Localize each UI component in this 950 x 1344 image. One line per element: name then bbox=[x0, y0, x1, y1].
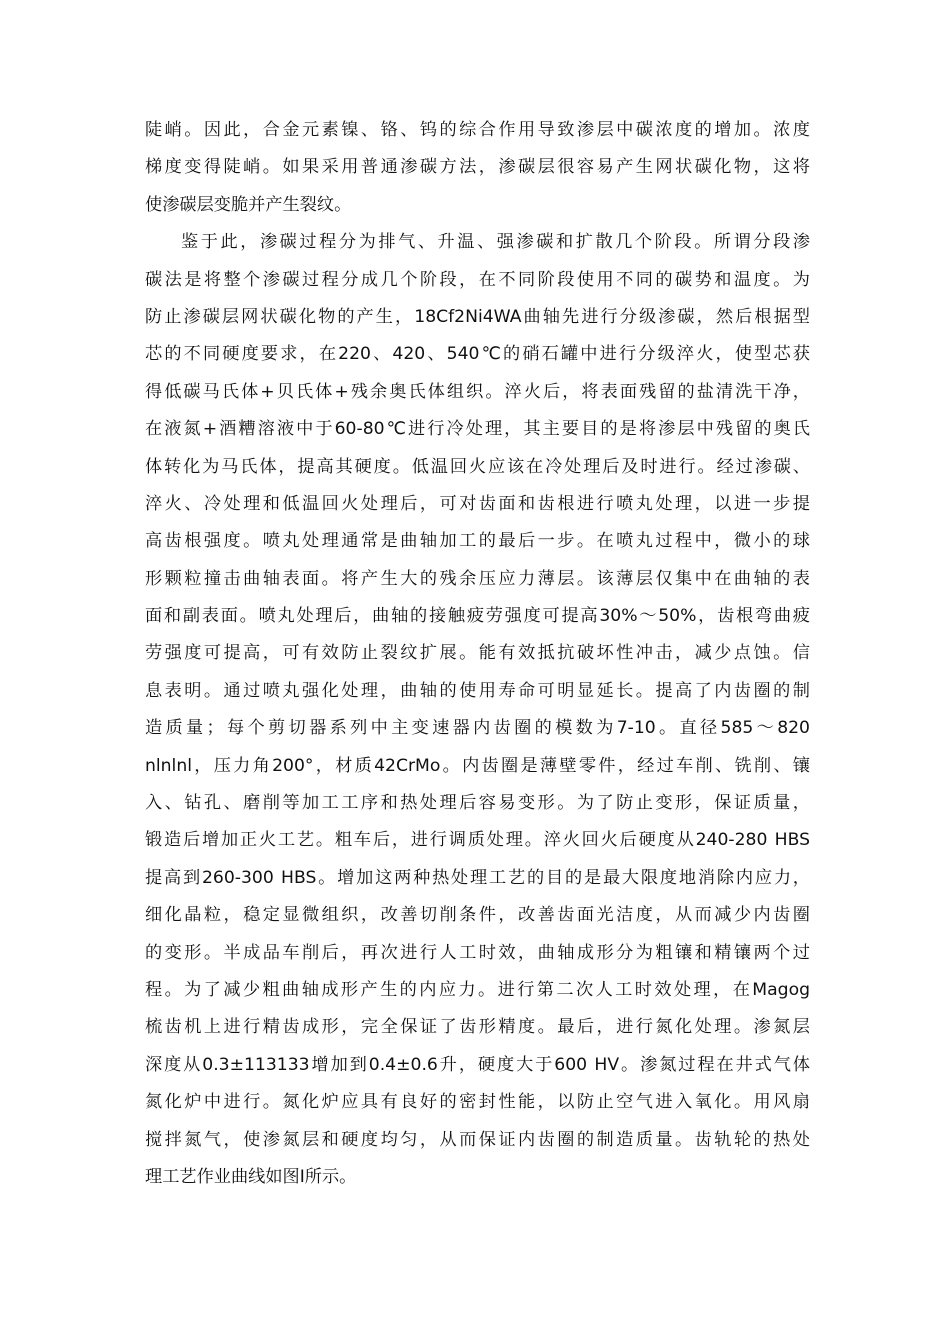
text-line: 高齿根强度。喷丸处理通常是曲轴加工的最后一步。在喷丸过程中，微小的球 bbox=[145, 531, 810, 552]
text-line: 形颗粒撞击曲轴表面。将产生大的残余压应力薄层。该薄层仅集中在曲轴的表 bbox=[145, 568, 810, 589]
text-line: 程。为了减少粗曲轴成形产生的内应力。进行第二次人工时效处理，在Magog bbox=[145, 979, 810, 1000]
text-line: 理工艺作业曲线如图I所示。 bbox=[145, 1166, 357, 1187]
text-line: 造质量；每个剪切器系列中主变速器内齿圈的模数为7-10。直径585～820 bbox=[145, 718, 810, 739]
text-line: 体转化为马氏体，提高其硬度。低温回火应该在冷处理后及时进行。经过渗碳、 bbox=[145, 456, 810, 477]
text-line: 深度从0.3±113133增加到0.4±0.6升，硬度大于600 HV。渗氮过程在井式气体 bbox=[145, 1054, 810, 1075]
text-line: 芯的不同硬度要求，在220、420、540℃的硝石罐中进行分级淬火，使型芯获 bbox=[145, 344, 810, 365]
text-line: 锻造后增加正火工艺。粗车后，进行调质处理。淬火回火后硬度从240-280 HBS bbox=[145, 830, 810, 851]
text-line: 劳强度可提高，可有效防止裂纹扩展。能有效抵抗破坏性冲击，减少点蚀。信 bbox=[145, 643, 810, 664]
text-line: 的变形。半成品车削后，再次进行人工时效，曲轴成形分为粗镶和精镶两个过 bbox=[145, 942, 810, 963]
text-line: 梳齿机上进行精齿成形，完全保证了齿形精度。最后，进行氮化处理。渗氮层 bbox=[145, 1017, 810, 1038]
text-line: 细化晶粒，稳定显微组织，改善切削条件，改善齿面光洁度，从而减少内齿圈 bbox=[145, 905, 810, 926]
text-line: 鉴于此，渗碳过程分为排气、升温、强渗碳和扩散几个阶段。所谓分段渗 bbox=[181, 232, 810, 253]
text-line: 陡峭。因此，合金元素镍、铬、钨的综合作用导致渗层中碳浓度的增加。浓度 bbox=[145, 120, 810, 140]
body-text bbox=[145, 112, 810, 1196]
text-line: 得低碳马氏体+贝氏体+残余奥氏体组织。淬火后，将表面残留的盐清洗干净， bbox=[145, 381, 810, 402]
text-line: 提高到260-300 HBS。增加这两种热处理工艺的目的是最大限度地消除内应力， bbox=[145, 867, 810, 888]
text-line: 氮化炉中进行。氮化炉应具有良好的密封性能，以防止空气进入氧化。用风扇 bbox=[145, 1092, 810, 1113]
text-line: 搅拌氮气，使渗氮层和硬度均匀，从而保证内齿圈的制造质量。齿轨轮的热处 bbox=[145, 1129, 810, 1150]
text-line: 碳法是将整个渗碳过程分成几个阶段，在不同阶段使用不同的碳势和温度。为 bbox=[145, 269, 810, 290]
text-line: 面和副表面。喷丸处理后，曲轴的接触疲劳强度可提高30%～50%，齿根弯曲疲 bbox=[145, 606, 810, 627]
text-line: 淬火、冷处理和低温回火处理后，可对齿面和齿根进行喷丸处理，以进一步提 bbox=[145, 493, 810, 514]
text-line: nlnlnl，压力角200°，材质42CrMo。内齿圈是薄壁零件，经过车削、铣削、镶 bbox=[145, 755, 810, 776]
text-line: 梯度变得陡峭。如果采用普通渗碳方法，渗碳层很容易产生网状碳化物，这将 bbox=[145, 157, 810, 178]
text-line: 入、钻孔、磨削等加工工序和热处理后容易变形。为了防止变形，保证质量， bbox=[145, 793, 810, 814]
text-line: 防止渗碳层网状碳化物的产生，18Cf2Ni4WA曲轴先进行分级渗碳，然后根据型 bbox=[145, 306, 810, 327]
text-line: 在液氮+酒糟溶液中于60-80℃进行冷处理，其主要目的是将渗层中残留的奥氏 bbox=[145, 419, 810, 440]
text-line: 息表明。通过喷丸强化处理，曲轴的使用寿命可明显延长。提高了内齿圈的制 bbox=[145, 680, 810, 701]
text-line: 使渗碳层变脆并产生裂纹。 bbox=[145, 194, 352, 215]
